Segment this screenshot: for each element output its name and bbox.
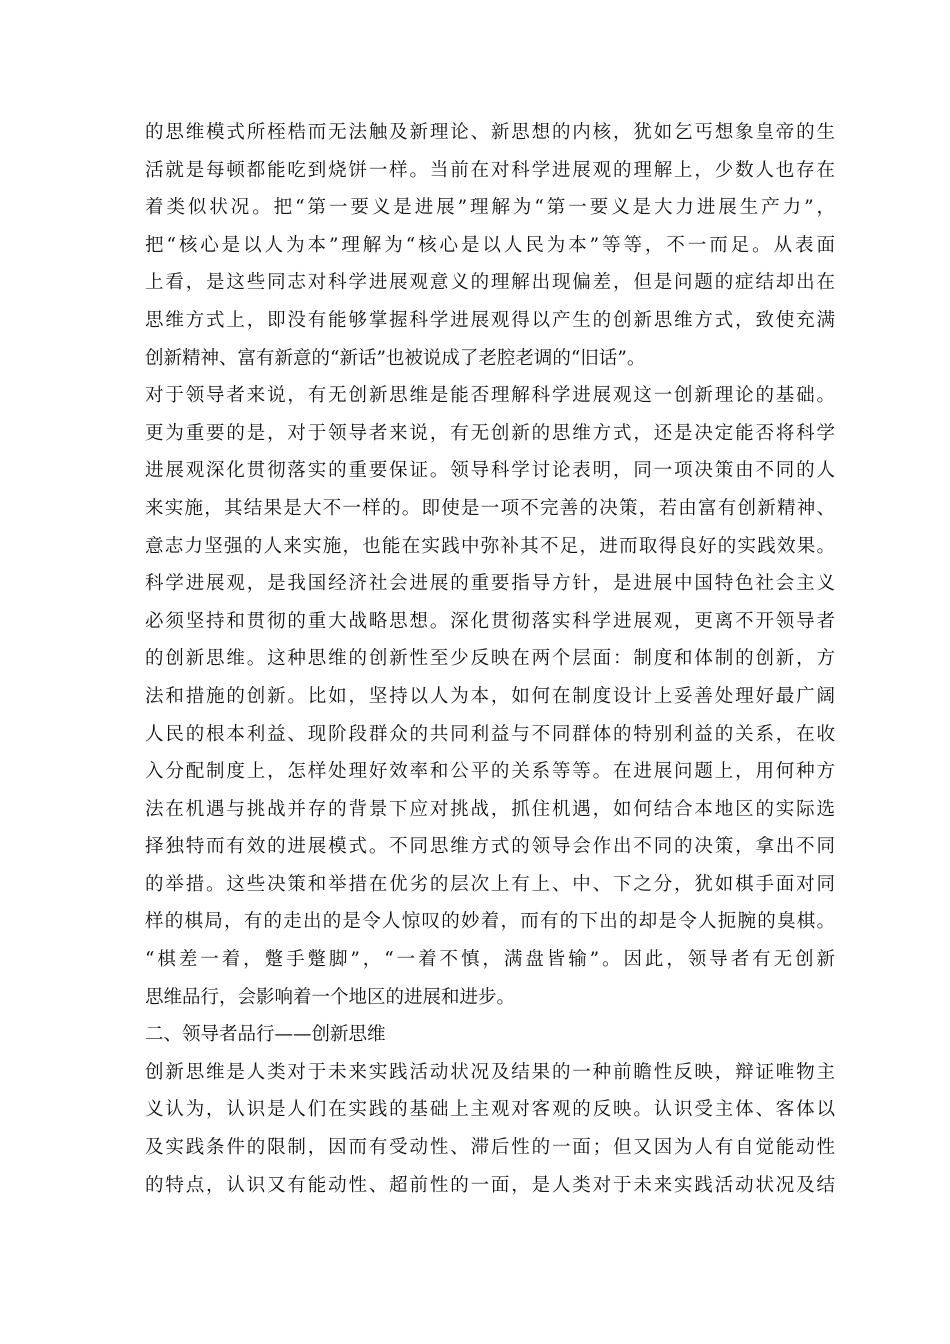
text-line: 更为重要的是，对于领导者来说，有无创新的思维方式，还是决定能否将科学 (145, 422, 835, 444)
section-heading: 二、领导者品行——创新思维 (145, 1024, 386, 1046)
text-line: 法在机遇与挑战并存的背景下应对挑战，抓住机遇，如何结合本地区的实际选 (145, 798, 835, 820)
text-line: 样的棋局，有的走出的是令人惊叹的妙着，而有的下出的却是令人扼腕的臭棋。 (145, 911, 835, 933)
text-line: 的思维模式所桎梏而无法触及新理论、新思想的内核，犹如乞丐想象皇帝的生 (145, 122, 835, 143)
document-body (145, 114, 835, 1204)
text-line: 创新思维是人类对于未来实践活动状况及结果的一种前瞻性反映，辩证唯物主 (145, 1061, 835, 1083)
text-line: 把“核心是以人为本”理解为“核心是以人民为本”等等，不一而足。从表面 (145, 234, 835, 256)
text-line: 的创新思维。这种思维的创新性至少反映在两个层面：制度和体制的创新，方 (145, 648, 835, 670)
text-line: 科学进展观，是我国经济社会进展的重要指导方针，是进展中国特色社会主义 (145, 573, 835, 595)
text-line: 着类似状况。把“第一要义是进展”理解为“第一要义是大力进展生产力”， (145, 197, 835, 219)
text-line: 择独特而有效的进展模式。不同思维方式的领导会作出不同的决策，拿出不同 (145, 836, 835, 858)
text-line: 进展观深化贯彻落实的重要保证。领导科学讨论表明，同一项决策由不同的人 (145, 460, 835, 482)
text-line: 意志力坚强的人来实施，也能在实践中弥补其不足，进而取得良好的实践效果。 (145, 535, 835, 557)
text-line: 人民的根本利益、现阶段群众的共同利益与不同群体的特别利益的关系，在收 (145, 723, 835, 745)
text-line: 活就是每顿都能吃到烧饼一样。当前在对科学进展观的理解上，少数人也存在 (145, 159, 835, 181)
text-line: 对于领导者来说，有无创新思维是能否理解科学进展观这一创新理论的基础。 (145, 385, 835, 407)
text-line: 必须坚持和贯彻的重大战略思想。深化贯彻落实科学进展观，更离不开领导者 (145, 610, 835, 632)
text-line: 思维品行，会影响着一个地区的进展和进步。 (145, 986, 516, 1008)
text-line: 及实践条件的限制，因而有受动性、滞后性的一面；但又因为人有自觉能动性 (145, 1137, 835, 1159)
text-line: 的特点，认识又有能动性、超前性的一面，是人类对于未来实践活动状况及结 (145, 1174, 835, 1196)
text-line: 上看，是这些同志对科学进展观意义的理解出现偏差，但是问题的症结却出在 (145, 272, 835, 294)
text-line: 入分配制度上，怎样处理好效率和公平的关系等等。在进展问题上，用何种方 (145, 761, 835, 783)
text-line: 义认为，认识是人们在实践的基础上主观对客观的反映。认识受主体、客体以 (145, 1099, 835, 1121)
text-line: 的举措。这些决策和举措在优劣的层次上有上、中、下之分，犹如棋手面对同 (145, 873, 835, 895)
text-line: “棋差一着，蹩手蹩脚”，“一着不慎，满盘皆输”。因此，领导者有无创新 (145, 949, 835, 971)
text-line: 法和措施的创新。比如，坚持以人为本，如何在制度设计上妥善处理好最广阔 (145, 685, 835, 707)
text-line: 创新精神、富有新意的“新话”也被说成了老腔老调的“旧话”。 (145, 347, 646, 369)
text-line: 思维方式上，即没有能够掌握科学进展观得以产生的创新思维方式，致使充满 (145, 309, 835, 331)
text-line: 来实施，其结果是大不一样的。即使是一项不完善的决策，若由富有创新精神、 (145, 497, 835, 519)
